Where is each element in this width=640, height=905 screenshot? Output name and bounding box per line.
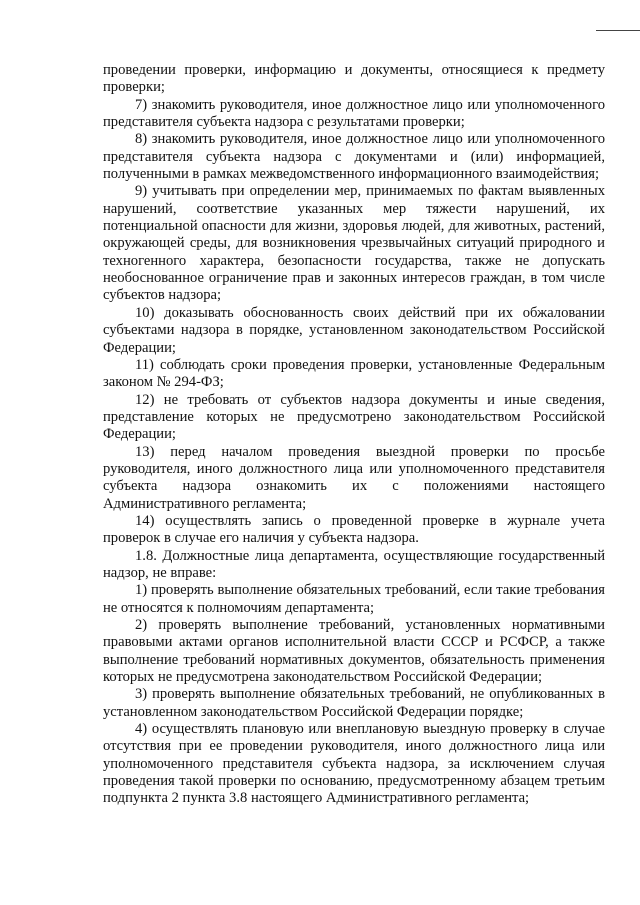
scan-edge-line <box>596 30 640 31</box>
document-body <box>103 62 605 808</box>
paragraph-item-10: 10) доказывать обоснованность своих действий при их обжаловании субъектами надзора в порядке, установленном законодательством Российской Федерации; <box>103 304 605 356</box>
paragraph-item-11: 11) соблюдать сроки проведения проверки, установленные Федеральным законом № 294-ФЗ; <box>103 356 605 391</box>
paragraph-item-7: 7) знакомить руководителя, иное должностное лицо или уполномоченного представителя субъекта надзора с результатами проверки; <box>103 96 605 131</box>
paragraph-item-12: 12) не требовать от субъектов надзора документы и иные сведения, представление которых не предусмотрено законодательством Российской Федерации; <box>103 391 605 443</box>
paragraph-item-9: 9) учитывать при определении мер, принимаемых по фактам выявленных нарушений, соответствие указанных мер тяжести нарушений, их потенциальной опасности для жизни, здоровья людей, для животных, растений, окружающей среды, для возникновения чрезвычайных ситуаций природного и техногенного характера, безопасности государства, также не допускать необоснованное ограничение прав и законных интересов граждан, в том числе субъектов надзора; <box>103 183 605 304</box>
paragraph-continuation: проведении проверки, информацию и документы, относящиеся к предмету проверки; <box>103 62 605 96</box>
paragraph-item-14: 14) осуществлять запись о проведенной проверке в журнале учета проверок в случае его наличия у субъекта надзора. <box>103 512 605 547</box>
paragraph-prohibition-2: 2) проверять выполнение требований, установленных нормативными правовыми актами органов исполнительной власти СССР и РСФСР, а также выполнение требований нормативных документов, обязательность применения которых не предусмотрена законодательством Российской Федерации; <box>103 617 605 686</box>
paragraph-prohibition-4: 4) осуществлять плановую или внеплановую выездную проверку в случае отсутствия при ее проведении руководителя, иного должностного лица или уполномоченного представителя субъекта надзора, за исключением случая проведения такой проверки по основанию, предусмотренному абзацем третьим подпункта 2 пункта 3.8 настоящего Административного регламента; <box>103 721 605 807</box>
paragraph-item-13: 13) перед началом проведения выездной проверки по просьбе руководителя, иного должностного лица или уполномоченного представителя субъекта надзора ознакомить их с положениями настоящего Административного регламента; <box>103 443 605 512</box>
paragraph-prohibition-3: 3) проверять выполнение обязательных требований, не опубликованных в установленном законодательством Российской Федерации порядке; <box>103 686 605 720</box>
paragraph-prohibition-1: 1) проверять выполнение обязательных требований, если такие требования не относятся к полномочиям департамента; <box>103 582 605 616</box>
section-1-8-heading: 1.8. Должностные лица департамента, осуществляющие государственный надзор, не вправе: <box>103 547 605 581</box>
paragraph-item-8: 8) знакомить руководителя, иное должностное лицо или уполномоченного представителя субъекта надзора с документами и (или) информацией, полученными в рамках межведомственного информационного взаимодействия; <box>103 131 605 183</box>
